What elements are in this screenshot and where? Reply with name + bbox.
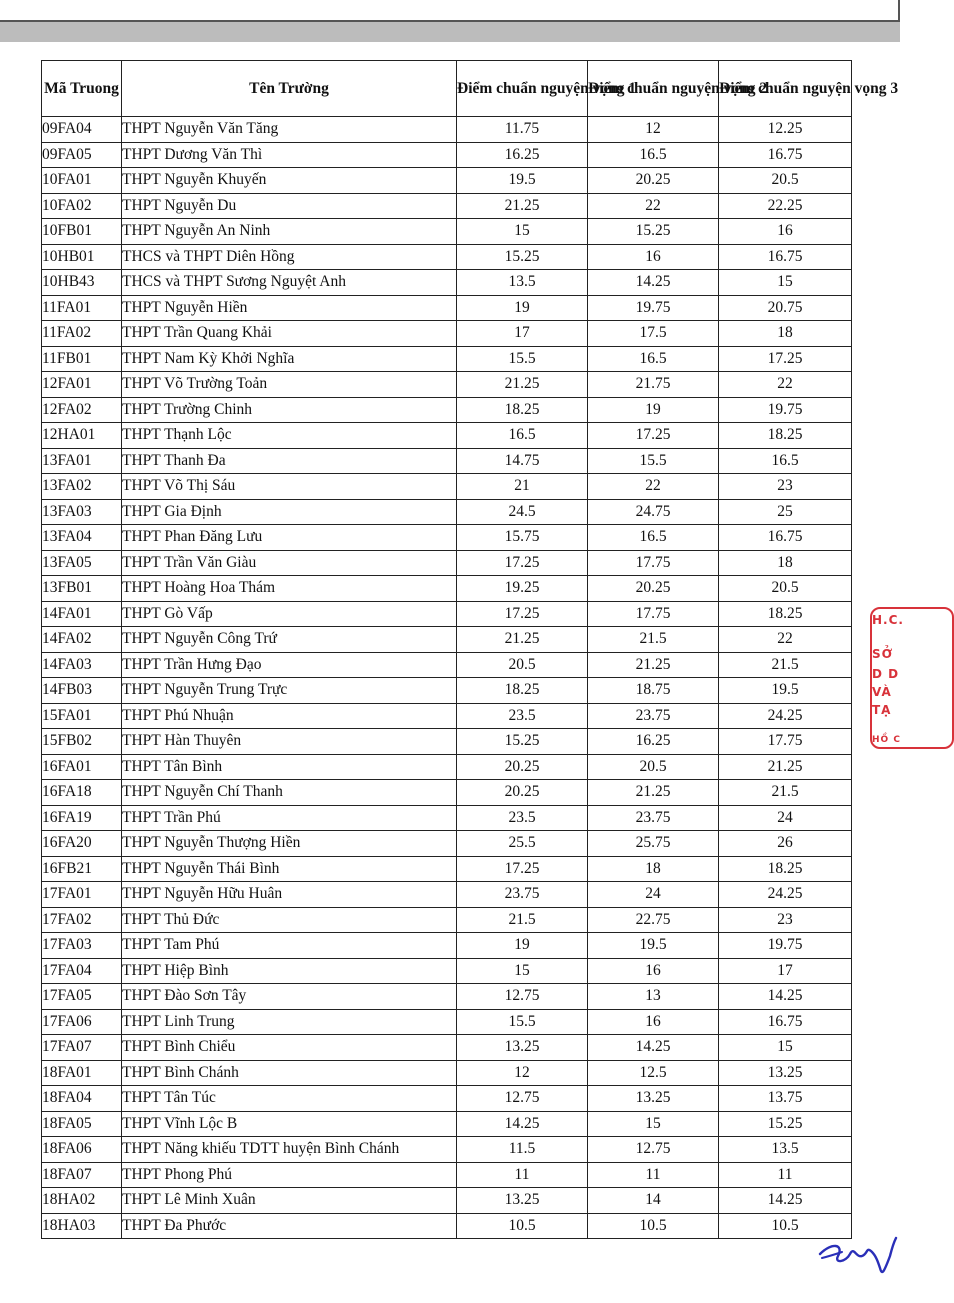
score-choice-1-cell: 11.5 xyxy=(457,1137,588,1163)
school-name-cell: THPT Trần Quang Khải xyxy=(122,321,457,347)
school-name-cell: THPT Nguyễn Hữu Huân xyxy=(122,882,457,908)
score-choice-1-cell: 13.25 xyxy=(457,1035,588,1061)
score-choice-1-cell: 12 xyxy=(457,1060,588,1086)
score-choice-2-cell: 16.5 xyxy=(588,142,719,168)
school-code-cell: 16FB21 xyxy=(42,856,122,882)
score-choice-1-cell: 21 xyxy=(457,474,588,500)
school-code-cell: 18FA05 xyxy=(42,1111,122,1137)
table-row xyxy=(42,321,852,347)
table-row xyxy=(42,474,852,500)
stamp-text-line: SỞ xyxy=(872,647,894,661)
table-row xyxy=(42,219,852,245)
school-code-cell: 12FA01 xyxy=(42,372,122,398)
school-code-cell: 10FB01 xyxy=(42,219,122,245)
score-choice-1-cell: 13.5 xyxy=(457,270,588,296)
school-name-cell: THPT Tam Phú xyxy=(122,933,457,959)
table-row xyxy=(42,882,852,908)
school-code-cell: 11FB01 xyxy=(42,346,122,372)
score-choice-3-cell: 15 xyxy=(719,1035,852,1061)
score-choice-3-cell: 19.75 xyxy=(719,933,852,959)
score-choice-3-cell: 13.75 xyxy=(719,1086,852,1112)
score-choice-1-cell: 23.5 xyxy=(457,703,588,729)
score-choice-3-cell: 16.75 xyxy=(719,142,852,168)
school-code-cell: 13FA02 xyxy=(42,474,122,500)
score-choice-2-cell: 22 xyxy=(588,193,719,219)
score-choice-2-cell: 15.5 xyxy=(588,448,719,474)
table-row xyxy=(42,831,852,857)
school-code-cell: 13FA05 xyxy=(42,550,122,576)
score-choice-2-cell: 16.5 xyxy=(588,525,719,551)
score-choice-3-cell: 14.25 xyxy=(719,984,852,1010)
school-name-cell: THCS và THPT Sương Nguyệt Anh xyxy=(122,270,457,296)
score-choice-3-cell: 22 xyxy=(719,372,852,398)
score-choice-2-cell: 15 xyxy=(588,1111,719,1137)
score-choice-2-cell: 20.5 xyxy=(588,754,719,780)
score-choice-2-cell: 16.25 xyxy=(588,729,719,755)
table-row xyxy=(42,397,852,423)
table-row xyxy=(42,295,852,321)
score-choice-2-cell: 21.25 xyxy=(588,780,719,806)
school-name-cell: THPT Đa Phước xyxy=(122,1213,457,1239)
stamp-text-line: HỒ C xyxy=(872,735,901,745)
score-choice-3-cell: 16.75 xyxy=(719,525,852,551)
school-code-cell: 18HA02 xyxy=(42,1188,122,1214)
school-name-cell: THPT Hoàng Hoa Thám xyxy=(122,576,457,602)
stamp-text-line: TẠ xyxy=(872,703,892,717)
school-name-cell: THPT Thủ Đức xyxy=(122,907,457,933)
school-name-cell: THPT Nguyễn Thái Bình xyxy=(122,856,457,882)
score-choice-1-cell: 17.25 xyxy=(457,856,588,882)
stamp-text-line: H.C. xyxy=(872,613,904,627)
score-choice-1-cell: 24.5 xyxy=(457,499,588,525)
table-row xyxy=(42,1162,852,1188)
score-choice-3-cell: 13.5 xyxy=(719,1137,852,1163)
school-code-cell: 18HA03 xyxy=(42,1213,122,1239)
table-body xyxy=(42,117,852,1239)
table-row xyxy=(42,958,852,984)
score-choice-1-cell: 10.5 xyxy=(457,1213,588,1239)
table-row xyxy=(42,780,852,806)
school-code-cell: 10FA01 xyxy=(42,168,122,194)
score-choice-2-cell: 25.75 xyxy=(588,831,719,857)
school-code-cell: 16FA19 xyxy=(42,805,122,831)
stamp-text-line: D D xyxy=(872,667,900,681)
school-name-cell: THPT Nguyễn Trung Trực xyxy=(122,678,457,704)
school-code-cell: 12HA01 xyxy=(42,423,122,449)
school-name-cell: THPT Bình Chiểu xyxy=(122,1035,457,1061)
school-code-cell: 14FA01 xyxy=(42,601,122,627)
score-choice-3-cell: 16.5 xyxy=(719,448,852,474)
school-name-cell: THPT Hiệp Bình xyxy=(122,958,457,984)
table-row xyxy=(42,652,852,678)
school-code-cell: 17FA06 xyxy=(42,1009,122,1035)
school-code-cell: 15FB02 xyxy=(42,729,122,755)
school-code-cell: 14FA03 xyxy=(42,652,122,678)
score-choice-1-cell: 21.5 xyxy=(457,907,588,933)
score-choice-3-cell: 19.75 xyxy=(719,397,852,423)
score-choice-3-cell: 18 xyxy=(719,550,852,576)
table-row xyxy=(42,168,852,194)
score-choice-3-cell: 16.75 xyxy=(719,1009,852,1035)
school-name-cell: THPT Linh Trung xyxy=(122,1009,457,1035)
school-code-cell: 10HB01 xyxy=(42,244,122,270)
header-school-name: Tên Trường xyxy=(122,61,457,117)
score-choice-3-cell: 18.25 xyxy=(719,856,852,882)
score-choice-2-cell: 19.75 xyxy=(588,295,719,321)
school-name-cell: THPT Hàn Thuyên xyxy=(122,729,457,755)
school-code-cell: 15FA01 xyxy=(42,703,122,729)
score-choice-3-cell: 18.25 xyxy=(719,423,852,449)
school-name-cell: THPT Tân Bình xyxy=(122,754,457,780)
score-choice-3-cell: 15.25 xyxy=(719,1111,852,1137)
handwritten-signature xyxy=(818,1232,898,1284)
school-name-cell: THPT Thạnh Lộc xyxy=(122,423,457,449)
table-row xyxy=(42,117,852,143)
score-choice-2-cell: 23.75 xyxy=(588,805,719,831)
table-row xyxy=(42,423,852,449)
school-code-cell: 17FA05 xyxy=(42,984,122,1010)
school-code-cell: 09FA05 xyxy=(42,142,122,168)
score-choice-2-cell: 12.5 xyxy=(588,1060,719,1086)
score-choice-3-cell: 24 xyxy=(719,805,852,831)
header-school-code: Mã Truong xyxy=(42,61,122,117)
scan-top-strip xyxy=(0,0,900,42)
score-choice-2-cell: 17.75 xyxy=(588,601,719,627)
table-row xyxy=(42,244,852,270)
score-choice-2-cell: 13 xyxy=(588,984,719,1010)
school-name-cell: THPT Võ Thị Sáu xyxy=(122,474,457,500)
score-choice-3-cell: 20.5 xyxy=(719,576,852,602)
score-choice-1-cell: 16.25 xyxy=(457,142,588,168)
score-choice-3-cell: 16 xyxy=(719,219,852,245)
school-code-cell: 17FA02 xyxy=(42,907,122,933)
table-row xyxy=(42,270,852,296)
school-code-cell: 18FA06 xyxy=(42,1137,122,1163)
score-choice-3-cell: 22 xyxy=(719,627,852,653)
header-score-choice-3: Điểm chuẩn nguyện vọng 3 xyxy=(719,61,852,117)
score-choice-1-cell: 20.5 xyxy=(457,652,588,678)
table-row xyxy=(42,754,852,780)
score-choice-1-cell: 21.25 xyxy=(457,193,588,219)
school-name-cell: THPT Nguyễn Văn Tăng xyxy=(122,117,457,143)
table-row xyxy=(42,1086,852,1112)
score-choice-2-cell: 21.5 xyxy=(588,627,719,653)
score-choice-2-cell: 10.5 xyxy=(588,1213,719,1239)
score-choice-2-cell: 19.5 xyxy=(588,933,719,959)
school-name-cell: THPT Đào Sơn Tây xyxy=(122,984,457,1010)
school-code-cell: 10HB43 xyxy=(42,270,122,296)
previous-page-edge xyxy=(0,0,900,22)
score-choice-2-cell: 11 xyxy=(588,1162,719,1188)
school-code-cell: 17FA01 xyxy=(42,882,122,908)
school-code-cell: 13FA01 xyxy=(42,448,122,474)
school-code-cell: 13FB01 xyxy=(42,576,122,602)
school-name-cell: THPT Tân Túc xyxy=(122,1086,457,1112)
school-code-cell: 16FA18 xyxy=(42,780,122,806)
school-code-cell: 13FA04 xyxy=(42,525,122,551)
school-name-cell: THPT Trần Hưng Đạo xyxy=(122,652,457,678)
score-choice-2-cell: 20.25 xyxy=(588,576,719,602)
school-name-cell: THPT Gia Định xyxy=(122,499,457,525)
school-name-cell: THPT Trần Phú xyxy=(122,805,457,831)
school-name-cell: THPT Vĩnh Lộc B xyxy=(122,1111,457,1137)
score-choice-1-cell: 21.25 xyxy=(457,372,588,398)
school-name-cell: THPT Trần Văn Giàu xyxy=(122,550,457,576)
score-choice-2-cell: 17.75 xyxy=(588,550,719,576)
score-choice-3-cell: 19.5 xyxy=(719,678,852,704)
score-choice-2-cell: 12.75 xyxy=(588,1137,719,1163)
table-row xyxy=(42,1213,852,1239)
score-choice-3-cell: 21.25 xyxy=(719,754,852,780)
score-choice-3-cell: 15 xyxy=(719,270,852,296)
school-name-cell: THPT Nguyễn Thượng Hiền xyxy=(122,831,457,857)
table-row xyxy=(42,729,852,755)
score-choice-2-cell: 23.75 xyxy=(588,703,719,729)
score-choice-2-cell: 24 xyxy=(588,882,719,908)
score-choice-3-cell: 17 xyxy=(719,958,852,984)
score-choice-3-cell: 11 xyxy=(719,1162,852,1188)
score-choice-2-cell: 13.25 xyxy=(588,1086,719,1112)
score-choice-1-cell: 19 xyxy=(457,933,588,959)
score-choice-1-cell: 23.5 xyxy=(457,805,588,831)
score-choice-1-cell: 17.25 xyxy=(457,550,588,576)
score-choice-3-cell: 23 xyxy=(719,907,852,933)
score-choice-1-cell: 17 xyxy=(457,321,588,347)
school-name-cell: THPT Nguyễn Khuyến xyxy=(122,168,457,194)
score-choice-2-cell: 16 xyxy=(588,244,719,270)
score-choice-1-cell: 14.25 xyxy=(457,1111,588,1137)
score-choice-1-cell: 20.25 xyxy=(457,754,588,780)
school-code-cell: 11FA01 xyxy=(42,295,122,321)
school-code-cell: 09FA04 xyxy=(42,117,122,143)
score-choice-1-cell: 11.75 xyxy=(457,117,588,143)
score-choice-1-cell: 23.75 xyxy=(457,882,588,908)
red-official-stamp xyxy=(866,603,906,753)
school-name-cell: THPT Trường Chinh xyxy=(122,397,457,423)
school-name-cell: THPT Võ Trường Toản xyxy=(122,372,457,398)
score-choice-3-cell: 13.25 xyxy=(719,1060,852,1086)
school-code-cell: 11FA02 xyxy=(42,321,122,347)
score-choice-1-cell: 19 xyxy=(457,295,588,321)
score-choice-1-cell: 12.75 xyxy=(457,984,588,1010)
table-row xyxy=(42,805,852,831)
school-name-cell: THCS và THPT Diên Hồng xyxy=(122,244,457,270)
table-row xyxy=(42,1009,852,1035)
score-choice-3-cell: 24.25 xyxy=(719,882,852,908)
school-name-cell: THPT Nguyễn Chí Thanh xyxy=(122,780,457,806)
score-choice-3-cell: 22.25 xyxy=(719,193,852,219)
score-choice-3-cell: 21.5 xyxy=(719,780,852,806)
score-choice-3-cell: 20.75 xyxy=(719,295,852,321)
score-choice-1-cell: 15.5 xyxy=(457,346,588,372)
table-row xyxy=(42,984,852,1010)
table-row xyxy=(42,856,852,882)
score-choice-1-cell: 15 xyxy=(457,958,588,984)
table-row xyxy=(42,601,852,627)
table-row xyxy=(42,576,852,602)
table-row xyxy=(42,550,852,576)
table-row xyxy=(42,142,852,168)
school-name-cell: THPT Nguyễn Du xyxy=(122,193,457,219)
school-name-cell: THPT Nam Kỳ Khởi Nghĩa xyxy=(122,346,457,372)
score-choice-1-cell: 12.75 xyxy=(457,1086,588,1112)
score-choice-3-cell: 20.5 xyxy=(719,168,852,194)
school-name-cell: THPT Nguyễn Công Trứ xyxy=(122,627,457,653)
score-choice-2-cell: 17.5 xyxy=(588,321,719,347)
table-row xyxy=(42,448,852,474)
table-row xyxy=(42,193,852,219)
school-name-cell: THPT Năng khiếu TDTT huyện Bình Chánh xyxy=(122,1137,457,1163)
score-choice-2-cell: 14.25 xyxy=(588,1035,719,1061)
table-row xyxy=(42,1035,852,1061)
score-choice-3-cell: 26 xyxy=(719,831,852,857)
school-name-cell: THPT Phong Phú xyxy=(122,1162,457,1188)
score-choice-1-cell: 15.5 xyxy=(457,1009,588,1035)
table-row xyxy=(42,499,852,525)
table-row xyxy=(42,346,852,372)
stamp-text-line: VÀ xyxy=(872,685,892,699)
score-choice-2-cell: 18 xyxy=(588,856,719,882)
score-choice-2-cell: 21.75 xyxy=(588,372,719,398)
score-choice-3-cell: 17.25 xyxy=(719,346,852,372)
score-choice-1-cell: 18.25 xyxy=(457,397,588,423)
score-choice-2-cell: 22 xyxy=(588,474,719,500)
score-choice-2-cell: 19 xyxy=(588,397,719,423)
school-code-cell: 14FA02 xyxy=(42,627,122,653)
table-row xyxy=(42,678,852,704)
score-choice-3-cell: 17.75 xyxy=(719,729,852,755)
score-choice-3-cell: 23 xyxy=(719,474,852,500)
score-choice-2-cell: 12 xyxy=(588,117,719,143)
score-choice-1-cell: 15 xyxy=(457,219,588,245)
score-choice-2-cell: 21.25 xyxy=(588,652,719,678)
score-choice-3-cell: 16.75 xyxy=(719,244,852,270)
school-name-cell: THPT Bình Chánh xyxy=(122,1060,457,1086)
score-choice-1-cell: 18.25 xyxy=(457,678,588,704)
school-name-cell: THPT Gò Vấp xyxy=(122,601,457,627)
table-row xyxy=(42,1111,852,1137)
table-row xyxy=(42,372,852,398)
score-choice-3-cell: 24.25 xyxy=(719,703,852,729)
school-code-cell: 16FA01 xyxy=(42,754,122,780)
school-name-cell: THPT Phú Nhuận xyxy=(122,703,457,729)
school-code-cell: 16FA20 xyxy=(42,831,122,857)
score-choice-2-cell: 15.25 xyxy=(588,219,719,245)
score-choice-2-cell: 16 xyxy=(588,958,719,984)
score-choice-2-cell: 14.25 xyxy=(588,270,719,296)
school-name-cell: THPT Nguyễn Hiền xyxy=(122,295,457,321)
score-choice-1-cell: 21.25 xyxy=(457,627,588,653)
school-code-cell: 14FB03 xyxy=(42,678,122,704)
score-choice-1-cell: 20.25 xyxy=(457,780,588,806)
score-choice-1-cell: 19.5 xyxy=(457,168,588,194)
score-choice-2-cell: 24.75 xyxy=(588,499,719,525)
school-name-cell: THPT Dương Văn Thì xyxy=(122,142,457,168)
school-code-cell: 17FA03 xyxy=(42,933,122,959)
score-choice-1-cell: 15.75 xyxy=(457,525,588,551)
table-row xyxy=(42,1060,852,1086)
score-choice-1-cell: 11 xyxy=(457,1162,588,1188)
table-row xyxy=(42,933,852,959)
table-row xyxy=(42,1188,852,1214)
score-choice-1-cell: 14.75 xyxy=(457,448,588,474)
score-choice-1-cell: 15.25 xyxy=(457,244,588,270)
table-row xyxy=(42,627,852,653)
score-choice-2-cell: 16 xyxy=(588,1009,719,1035)
school-code-cell: 13FA03 xyxy=(42,499,122,525)
table-row xyxy=(42,907,852,933)
score-choice-1-cell: 25.5 xyxy=(457,831,588,857)
score-choice-3-cell: 14.25 xyxy=(719,1188,852,1214)
score-choice-2-cell: 17.25 xyxy=(588,423,719,449)
school-name-cell: THPT Lê Minh Xuân xyxy=(122,1188,457,1214)
score-choice-1-cell: 17.25 xyxy=(457,601,588,627)
school-code-cell: 17FA04 xyxy=(42,958,122,984)
score-choice-3-cell: 10.5 xyxy=(719,1213,852,1239)
school-code-cell: 18FA01 xyxy=(42,1060,122,1086)
school-code-cell: 18FA07 xyxy=(42,1162,122,1188)
header-score-choice-1: Điểm chuẩn nguyện vọng 1 xyxy=(457,61,588,117)
score-choice-2-cell: 16.5 xyxy=(588,346,719,372)
document-page xyxy=(0,42,900,1303)
school-name-cell: THPT Thanh Đa xyxy=(122,448,457,474)
school-code-cell: 17FA07 xyxy=(42,1035,122,1061)
school-code-cell: 18FA04 xyxy=(42,1086,122,1112)
score-choice-1-cell: 19.25 xyxy=(457,576,588,602)
school-name-cell: THPT Nguyễn An Ninh xyxy=(122,219,457,245)
table-row xyxy=(42,1137,852,1163)
score-choice-2-cell: 14 xyxy=(588,1188,719,1214)
table-header-row xyxy=(42,61,852,117)
score-choice-2-cell: 22.75 xyxy=(588,907,719,933)
header-score-choice-2: Điểm chuẩn nguyện vọng 2 xyxy=(588,61,719,117)
score-choice-2-cell: 18.75 xyxy=(588,678,719,704)
score-choice-3-cell: 12.25 xyxy=(719,117,852,143)
table-row xyxy=(42,525,852,551)
school-name-cell: THPT Phan Đăng Lưu xyxy=(122,525,457,551)
score-choice-1-cell: 16.5 xyxy=(457,423,588,449)
score-choice-3-cell: 21.5 xyxy=(719,652,852,678)
school-code-cell: 10FA02 xyxy=(42,193,122,219)
score-choice-3-cell: 18.25 xyxy=(719,601,852,627)
score-choice-3-cell: 25 xyxy=(719,499,852,525)
score-choice-3-cell: 18 xyxy=(719,321,852,347)
score-choice-1-cell: 13.25 xyxy=(457,1188,588,1214)
score-choice-2-cell: 20.25 xyxy=(588,168,719,194)
table-row xyxy=(42,703,852,729)
score-choice-1-cell: 15.25 xyxy=(457,729,588,755)
school-code-cell: 12FA02 xyxy=(42,397,122,423)
